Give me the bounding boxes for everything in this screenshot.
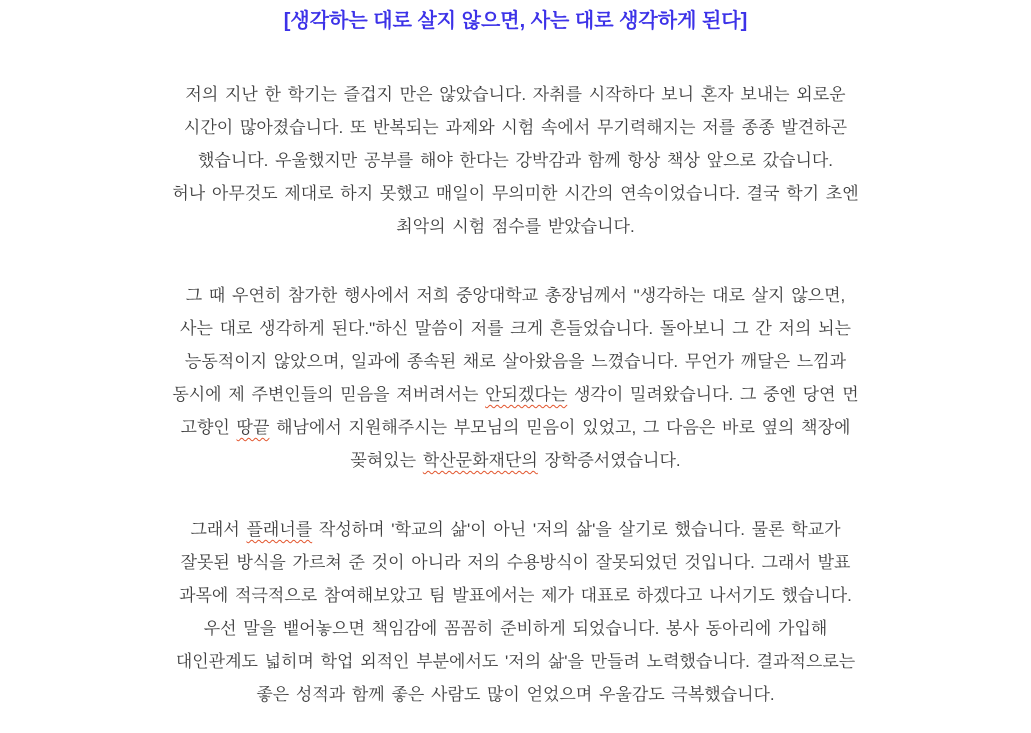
text-segment: 생각이 밀려왔습니다. 그 중엔 당연 먼	[567, 385, 859, 404]
text-segment: 시간이 많아졌습니다. 또 반복되는 과제와 시험 속에서 무기력해지는 저를 종종 발견하곤	[183, 118, 848, 137]
misspelled-word: 플래너를	[246, 520, 313, 539]
text-segment: 작성하며 '학교의 삶'이 아닌 '저의 삶'을 살기로 했습니다. 물론 학교가	[312, 520, 841, 539]
text-line	[0, 678, 1031, 711]
text-segment: 해남에서 지원해주시는 부모님의 믿음이 있었고, 그 다음은 바로 옆의 책장에	[269, 418, 851, 437]
text-segment: 그래서	[190, 520, 247, 539]
text-segment: 사는 대로 생각하게 된다."하신 말씀이 저를 크게 흔들었습니다. 돌아보니 그 간 저의 뇌는	[180, 319, 851, 338]
text-line	[0, 279, 1031, 312]
text-segment: 장학증서였습니다.	[537, 451, 681, 470]
paragraph	[0, 513, 1031, 711]
text-line	[0, 513, 1031, 546]
text-segment: 대인관계도 넓히며 학업 외적인 부분에서도 '저의 삶'을 만들려 노력했습니다. 결과적으로는	[175, 652, 856, 671]
text-line	[0, 312, 1031, 345]
text-segment: 고향인	[180, 418, 237, 437]
text-line	[0, 177, 1031, 210]
text-segment: 그 때 우연히 참가한 행사에서 저희 중앙대학교 총장님께서 "생각하는 대로 살지 않으면,	[185, 286, 846, 305]
text-segment: 잘못된 방식을 가르쳐 준 것이 아니라 저의 수용방식이 잘못되었던 것입니다. 그래서 발표	[180, 553, 851, 572]
paragraphs-container	[0, 78, 1031, 711]
text-line	[0, 612, 1031, 645]
text-line	[0, 579, 1031, 612]
misspelled-word: 학산문화재단의	[422, 451, 538, 470]
text-line	[0, 444, 1031, 477]
misspelled-word: 안되겠다는	[485, 385, 568, 404]
text-line	[0, 111, 1031, 144]
text-segment: 했습니다. 우울했지만 공부를 해야 한다는 강박감과 함께 항상 책상 앞으로 갔습니다.	[197, 151, 834, 170]
text-line	[0, 345, 1031, 378]
paragraph	[0, 78, 1031, 243]
text-segment: 허나 아무것도 제대로 하지 못했고 매일이 무의미한 시간의 연속이었습니다. 결국 학기 초엔	[172, 184, 859, 203]
text-line	[0, 144, 1031, 177]
text-line	[0, 378, 1031, 411]
misspelled-word: 땅끝	[236, 418, 270, 437]
text-segment: 저의 지난 한 학기는 즐겁지 만은 않았습니다. 자취를 시작하다 보니 혼자 보내는 외로운	[185, 85, 846, 104]
text-line	[0, 411, 1031, 444]
text-line	[0, 210, 1031, 243]
text-line	[0, 645, 1031, 678]
paragraph	[0, 279, 1031, 477]
text-segment: 과목에 적극적으로 참여해보았고 팀 발표에서는 제가 대표로 하겠다고 나서기도 했습니다.	[179, 586, 852, 605]
text-line	[0, 78, 1031, 111]
text-segment: 동시에 제 주변인들의 믿음을 져버려서는	[172, 385, 486, 404]
page-title: [생각하는 대로 살지 않으면, 사는 대로 생각하게 된다]	[283, 10, 748, 32]
text-segment: 좋은 성적과 함께 좋은 사람도 많이 얻었으며 우울감도 극복했습니다.	[256, 685, 775, 704]
text-segment: 능동적이지 않았으며, 일과에 종속된 채로 살아왔음을 느꼈습니다. 무언가 깨달은 느낌과	[184, 352, 847, 371]
text-segment: 최악의 시험 점수를 받았습니다.	[396, 217, 635, 236]
text-line	[0, 546, 1031, 579]
text-segment: 우선 말을 뱉어놓으면 책임감에 꼼꼼히 준비하게 되었습니다. 봉사 동아리에 가입해	[203, 619, 828, 638]
text-segment: 꽂혀있는	[350, 451, 423, 470]
